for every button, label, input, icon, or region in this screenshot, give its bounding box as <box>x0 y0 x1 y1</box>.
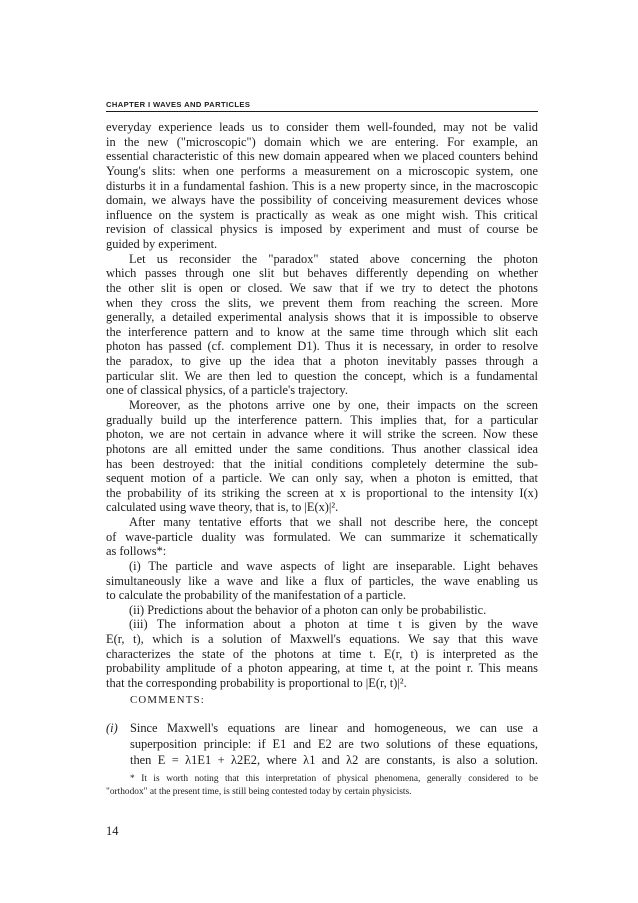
line-text: particular slit. We are then led to question the concept, which is a fundamental <box>106 368 538 383</box>
comment-line: then E = λ1E1 + λ2E2, where λ1 and λ2 are constants, is also a solution. <box>130 753 538 767</box>
body-line <box>106 632 538 647</box>
line-text: essential characteristic of this new domain appeared when we placed counters behind <box>106 149 538 164</box>
body-line <box>106 149 538 164</box>
comments-heading: COMMENTS: <box>130 694 205 706</box>
body-line <box>106 544 538 559</box>
line-text: E(r, t), which is a solution of Maxwell's equations. We say that this wave <box>106 632 538 647</box>
line-text: the interference pattern and to know at the same time through which slit each <box>106 324 538 339</box>
line-text: that the corresponding probability is proportional to |E(r, t)|². <box>106 676 407 690</box>
body-line <box>106 530 538 545</box>
line-text: revision of classical physics is imposed by experiment and must of course be <box>106 222 538 237</box>
body-line <box>106 442 538 457</box>
line-text: one of classical physics, of a particle's trajectory. <box>106 383 348 398</box>
body-line <box>106 310 538 325</box>
body-line <box>106 222 538 237</box>
line-text: probability amplitude of a photon appearing, at time t, at the point r. This means <box>106 661 538 676</box>
body-line <box>106 266 538 281</box>
line-text: in the new ("microscopic") domain which we are entering. For example, an <box>106 134 538 149</box>
comment-line: Since Maxwell's equations are linear and homogeneous, we can use a <box>130 721 538 735</box>
body-line <box>106 457 538 472</box>
line-text: (iii) The information about a photon at time t is given by the wave <box>129 617 538 632</box>
body-line <box>106 471 538 486</box>
body-line <box>129 617 538 632</box>
body-line <box>106 296 538 311</box>
line-text: everyday experience leads us to consider them well-founded, may not be valid <box>106 120 538 134</box>
body-line <box>106 574 538 589</box>
body-line <box>106 193 538 208</box>
line-text: photons are all emitted under the same conditions. Thus another classical idea <box>106 441 538 456</box>
header-rule <box>106 111 538 112</box>
line-text: Let us reconsider the "paradox" stated above concerning the photon <box>129 251 538 266</box>
footnote-line: "orthodox" at the present time, is still being contested today by certain physicists. <box>106 787 412 797</box>
comment-number: (i) <box>106 721 118 735</box>
body-line <box>106 339 538 354</box>
line-text: Young's slits: when one performs a measurement on a microscopic system, one <box>106 163 538 178</box>
running-head: CHAPTER I WAVES AND PARTICLES <box>106 100 251 109</box>
body-line <box>106 354 538 369</box>
body-line <box>106 588 538 603</box>
body-line <box>106 281 538 296</box>
body-line <box>129 515 538 530</box>
body-line <box>106 179 538 194</box>
body-line <box>106 500 538 515</box>
comment-line: superposition principle: if E1 and E2 are two solutions of these equations, <box>130 737 538 751</box>
line-text: domain, we always have the possibility of conceiving measurement devices whose <box>106 193 538 208</box>
line-text: influence on the system is practically as weak as one might wish. This critical <box>106 207 538 222</box>
body-line <box>106 164 538 179</box>
line-text: simultaneously like a wave and like a flux of particles, the wave enabling us <box>106 573 538 588</box>
body-line <box>129 398 538 413</box>
body-line <box>106 383 538 398</box>
body-line <box>106 413 538 428</box>
line-text: gradually build up the interference pattern. This implies that, for a particular <box>106 412 538 427</box>
body-line <box>106 661 538 676</box>
line-text: the paradox, to give up the idea that a photon inevitably passes through a <box>106 354 538 369</box>
line-text: disturbs it in a fundamental fashion. This is a new property since, in the macroscopic <box>106 178 538 193</box>
line-text: which passes through one slit but behaves differently depending on whether <box>106 266 538 281</box>
body-line <box>106 647 538 662</box>
body-line <box>106 135 538 150</box>
line-text: calculated using wave theory, that is, to |E(x)|². <box>106 500 339 515</box>
line-text: has been destroyed: that the initial conditions completely determine the sub- <box>106 456 538 471</box>
line-text: generally, a detailed experimental analysis shows that it is impossible to observe <box>106 310 538 325</box>
body-line <box>106 486 538 501</box>
page-number: 14 <box>106 824 119 838</box>
body-line <box>129 603 538 618</box>
body-line <box>106 325 538 340</box>
line-text: as follows*: <box>106 544 167 559</box>
line-text: After many tentative efforts that we shall not describe here, the concept <box>129 515 538 530</box>
line-text: of wave-particle duality was formulated. We can summarize it schematically <box>106 529 538 544</box>
body-line <box>106 427 538 442</box>
body-line <box>106 120 538 135</box>
line-text: photon has passed (cf. complement D1). Thus it is necessary, in order to resolve <box>106 339 538 354</box>
footnote-line: * It is worth noting that this interpretation of physical phenomena, generally considered to be <box>130 774 538 784</box>
line-text: (ii) Predictions about the behavior of a photon can only be probabilistic. <box>129 602 487 617</box>
line-text: characterizes the state of the photons at time t. E(r, t) is interpreted as the <box>106 646 538 661</box>
body-line <box>106 208 538 223</box>
line-text: to calculate the probability of the manifestation of a particle. <box>106 588 407 603</box>
line-text: the other slit is open or closed. We saw that if we try to detect the photons <box>106 280 538 295</box>
line-text: (i) The particle and wave aspects of light are inseparable. Light behaves <box>129 558 538 573</box>
line-text: the probability of its striking the screen at x is proportional to the intensity I(x) <box>106 485 538 500</box>
line-text: photon, we are not certain in advance where it will strike the screen. Now these <box>106 427 538 442</box>
body-line <box>129 252 538 267</box>
body-line <box>106 369 538 384</box>
body-line <box>129 559 538 574</box>
body-line <box>106 237 538 252</box>
line-text: Moreover, as the photons arrive one by one, their impacts on the screen <box>129 398 538 412</box>
line-text: guided by experiment. <box>106 237 218 252</box>
line-text: sequent motion of a particle. We can only say, when a photon is emitted, that <box>106 471 538 486</box>
line-text: when they cross the slits, we prevent them from reaching the screen. More <box>106 295 538 310</box>
body-line <box>106 676 538 691</box>
